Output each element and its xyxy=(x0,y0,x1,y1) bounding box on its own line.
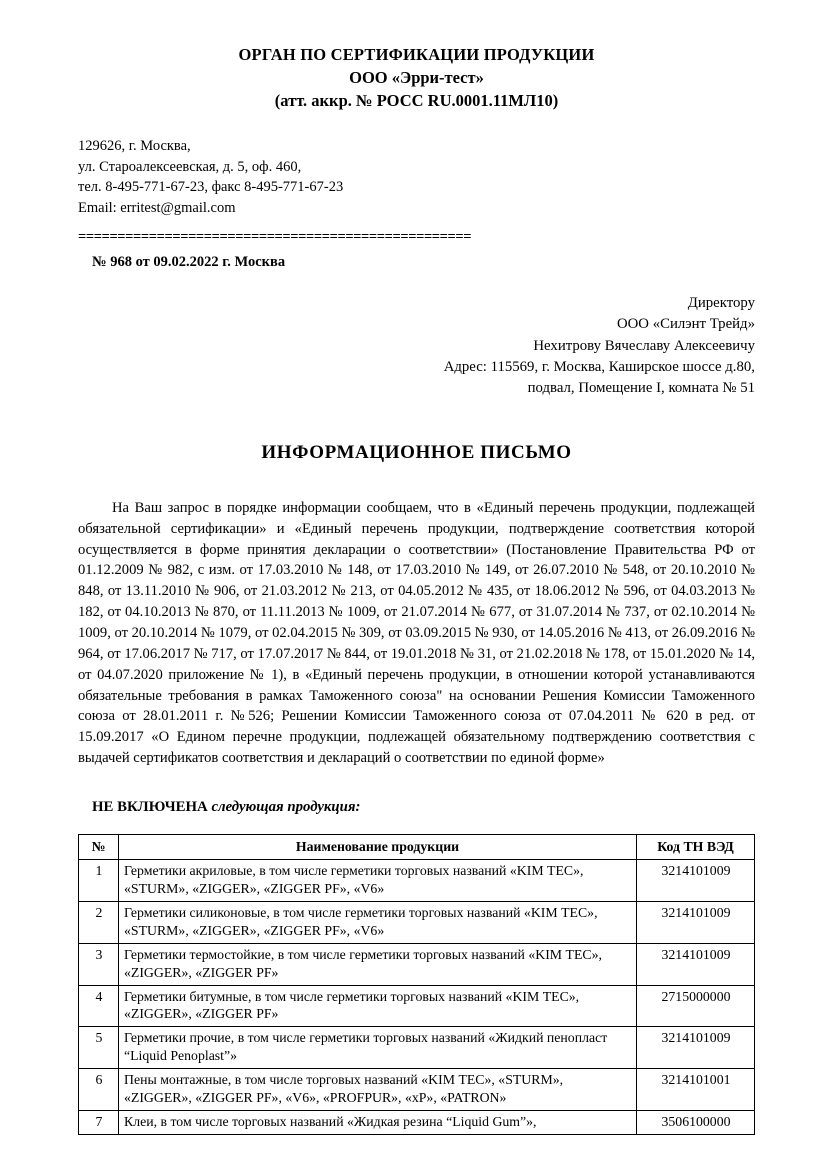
table-row xyxy=(79,901,755,943)
cell-code: 3214101009 xyxy=(637,1027,755,1069)
products-table-body xyxy=(79,859,755,1134)
cell-num: 4 xyxy=(79,985,119,1027)
contact-phone-line: тел. 8-495-771-67-23, факс 8-495-771-67-23 xyxy=(78,179,344,196)
not-included-suffix: следующая продукция: xyxy=(211,799,361,816)
document-number: № 968 от 09.02.2022 г. Москва xyxy=(92,253,286,270)
not-included-heading xyxy=(78,799,755,816)
contact-address-line-1: 129626, г. Москва, xyxy=(78,138,191,155)
cell-name: Герметики битумные, в том числе герметики торговых названий «KIM ТЕС», «ZIGGER», «ZIGGER PF» xyxy=(119,985,637,1027)
org-accreditation-line: (атт. аккр. № РОСС RU.0001.11МЛ10) xyxy=(274,90,559,110)
addressee-address-line-1: Адрес: 115569, г. Москва, Каширское шоссе д.80, xyxy=(443,358,755,375)
addressee-role: Директору xyxy=(687,294,755,311)
cell-num: 1 xyxy=(79,859,119,901)
header-name: Наименование продукции xyxy=(119,835,637,860)
cell-name: Герметики акриловые, в том числе герметики торговых названий «KIM ТЕС», «STURM», «ZIGGER», «ZIGGER PF», «V6» xyxy=(119,859,637,901)
cell-code: 3214101009 xyxy=(637,943,755,985)
cell-name: Герметики силиконовые, в том числе герметики торговых названий «KIM ТЕС», «STURM», «ZIGGER», «ZIGGER PF», «V6» xyxy=(119,901,637,943)
cell-code: 3214101009 xyxy=(637,901,755,943)
table-row xyxy=(79,985,755,1027)
cell-name: Клеи, в том числе торговых названий «Жидкая резина “Liquid Gum”», xyxy=(119,1111,637,1135)
cell-name: Пены монтажные, в том числе торговых названий «KIM ТЕС», «STURM», «ZIGGER», «ZIGGER PF», «V6», «PROFPUR», «xP», «PATRON» xyxy=(119,1069,637,1111)
cell-num: 3 xyxy=(79,943,119,985)
cell-name: Герметики прочие, в том числе герметики торговых названий «Жидкий пенопласт “Liquid Penoplast”» xyxy=(119,1027,637,1069)
document-body-text: На Ваш запрос в порядке информации сообщаем, что в «Единый перечень продукции, подлежащей обязательной сертификации» и «Единый перечень продукции, подтверждение соответствия которой осуществляется в форме принятия декларации о соответствии» (Постановление Правительства РФ от 01.12.2009 № 982, с изм. от 17.03.2010 № 148, от 17.03.2010 № 149, от 26.07.2010 № 548, от 20.10.2010 № 848, от 13.11.2010 № 906, от 21.03.2012 № 213, от 04.05.2012 № 435, от 18.06.2012 № 596, от 04.03.2013 № 182, от 04.10.2013 № 870, от 11.11.2013 № 1009, от 21.07.2014 № 677, от 31.07.2014 № 737, от 02.10.2014 № 1009, от 20.10.2014 № 1079, от 02.04.2015 № 309, от 03.09.2015 № 930, от 14.05.2016 № 413, от 26.09.2016 № 964, от 17.06.2017 № 717, от 17.07.2017 № 844, от 19.01.2018 № 31, от 21.02.2018 № 178, от 15.01.2020 № 14, от 04.07.2020 приложение № 1), в «Единый перечень продукции, в отношении которой устанавливаются обязательные требования в рамках Таможенного союза" на основании Решения Комиссии Таможенного союза от 28.01.2011 г. №526; Решении Комиссии Таможенного союза от 07.04.2011 № 620 в ред. от 15.09.2017 «О Едином перечне продукции, подлежащей обязательному подтверждению соответствия с выдачей сертификатов соответствия и деклараций о соответствии по единой форме» xyxy=(78,499,755,767)
horizontal-divider: ================================================== xyxy=(78,228,472,245)
cell-num: 5 xyxy=(79,1027,119,1069)
organization-header xyxy=(78,44,755,112)
cell-code: 3506100000 xyxy=(637,1111,755,1135)
header-num: № xyxy=(79,835,119,860)
document-title: ИНФОРМАЦИОННОЕ ПИСЬМО xyxy=(261,441,572,463)
table-header-row xyxy=(79,835,755,860)
cell-num: 7 xyxy=(79,1111,119,1135)
cell-name: Герметики термостойкие, в том числе герметики торговых названий «KIM ТЕС», «ZIGGER», «ZIGGER PF» xyxy=(119,943,637,985)
table-row xyxy=(79,943,755,985)
cell-code: 2715000000 xyxy=(637,985,755,1027)
org-title-line-1: ОРГАН ПО СЕРТИФИКАЦИИ ПРОДУКЦИИ xyxy=(238,45,595,64)
cell-code: 3214101001 xyxy=(637,1069,755,1111)
contact-email-line: Email: erritest@gmail.com xyxy=(78,200,236,217)
table-row xyxy=(79,1069,755,1111)
table-row xyxy=(79,1027,755,1069)
cell-num: 2 xyxy=(79,901,119,943)
products-table xyxy=(78,834,755,1135)
cell-num: 6 xyxy=(79,1069,119,1111)
addressee-company: ООО «Силэнт Трейд» xyxy=(616,316,755,333)
header-code: Код ТН ВЭД xyxy=(637,835,755,860)
cell-code: 3214101009 xyxy=(637,859,755,901)
org-title-line-2: ООО «Эрри-тест» xyxy=(349,67,484,87)
contact-block xyxy=(78,136,755,218)
table-row xyxy=(79,859,755,901)
addressee-block xyxy=(78,293,755,400)
addressee-person: Нехитрову Вячеславу Алексеевичу xyxy=(533,337,755,354)
contact-address-line-2: ул. Староалексеевская, д. 5, оф. 460, xyxy=(78,158,302,175)
not-included-prefix: НЕ ВКЛЮЧЕНА xyxy=(92,799,208,816)
table-row xyxy=(79,1111,755,1135)
addressee-address-line-2: подвал, Помещение I, комната № 51 xyxy=(527,380,755,397)
